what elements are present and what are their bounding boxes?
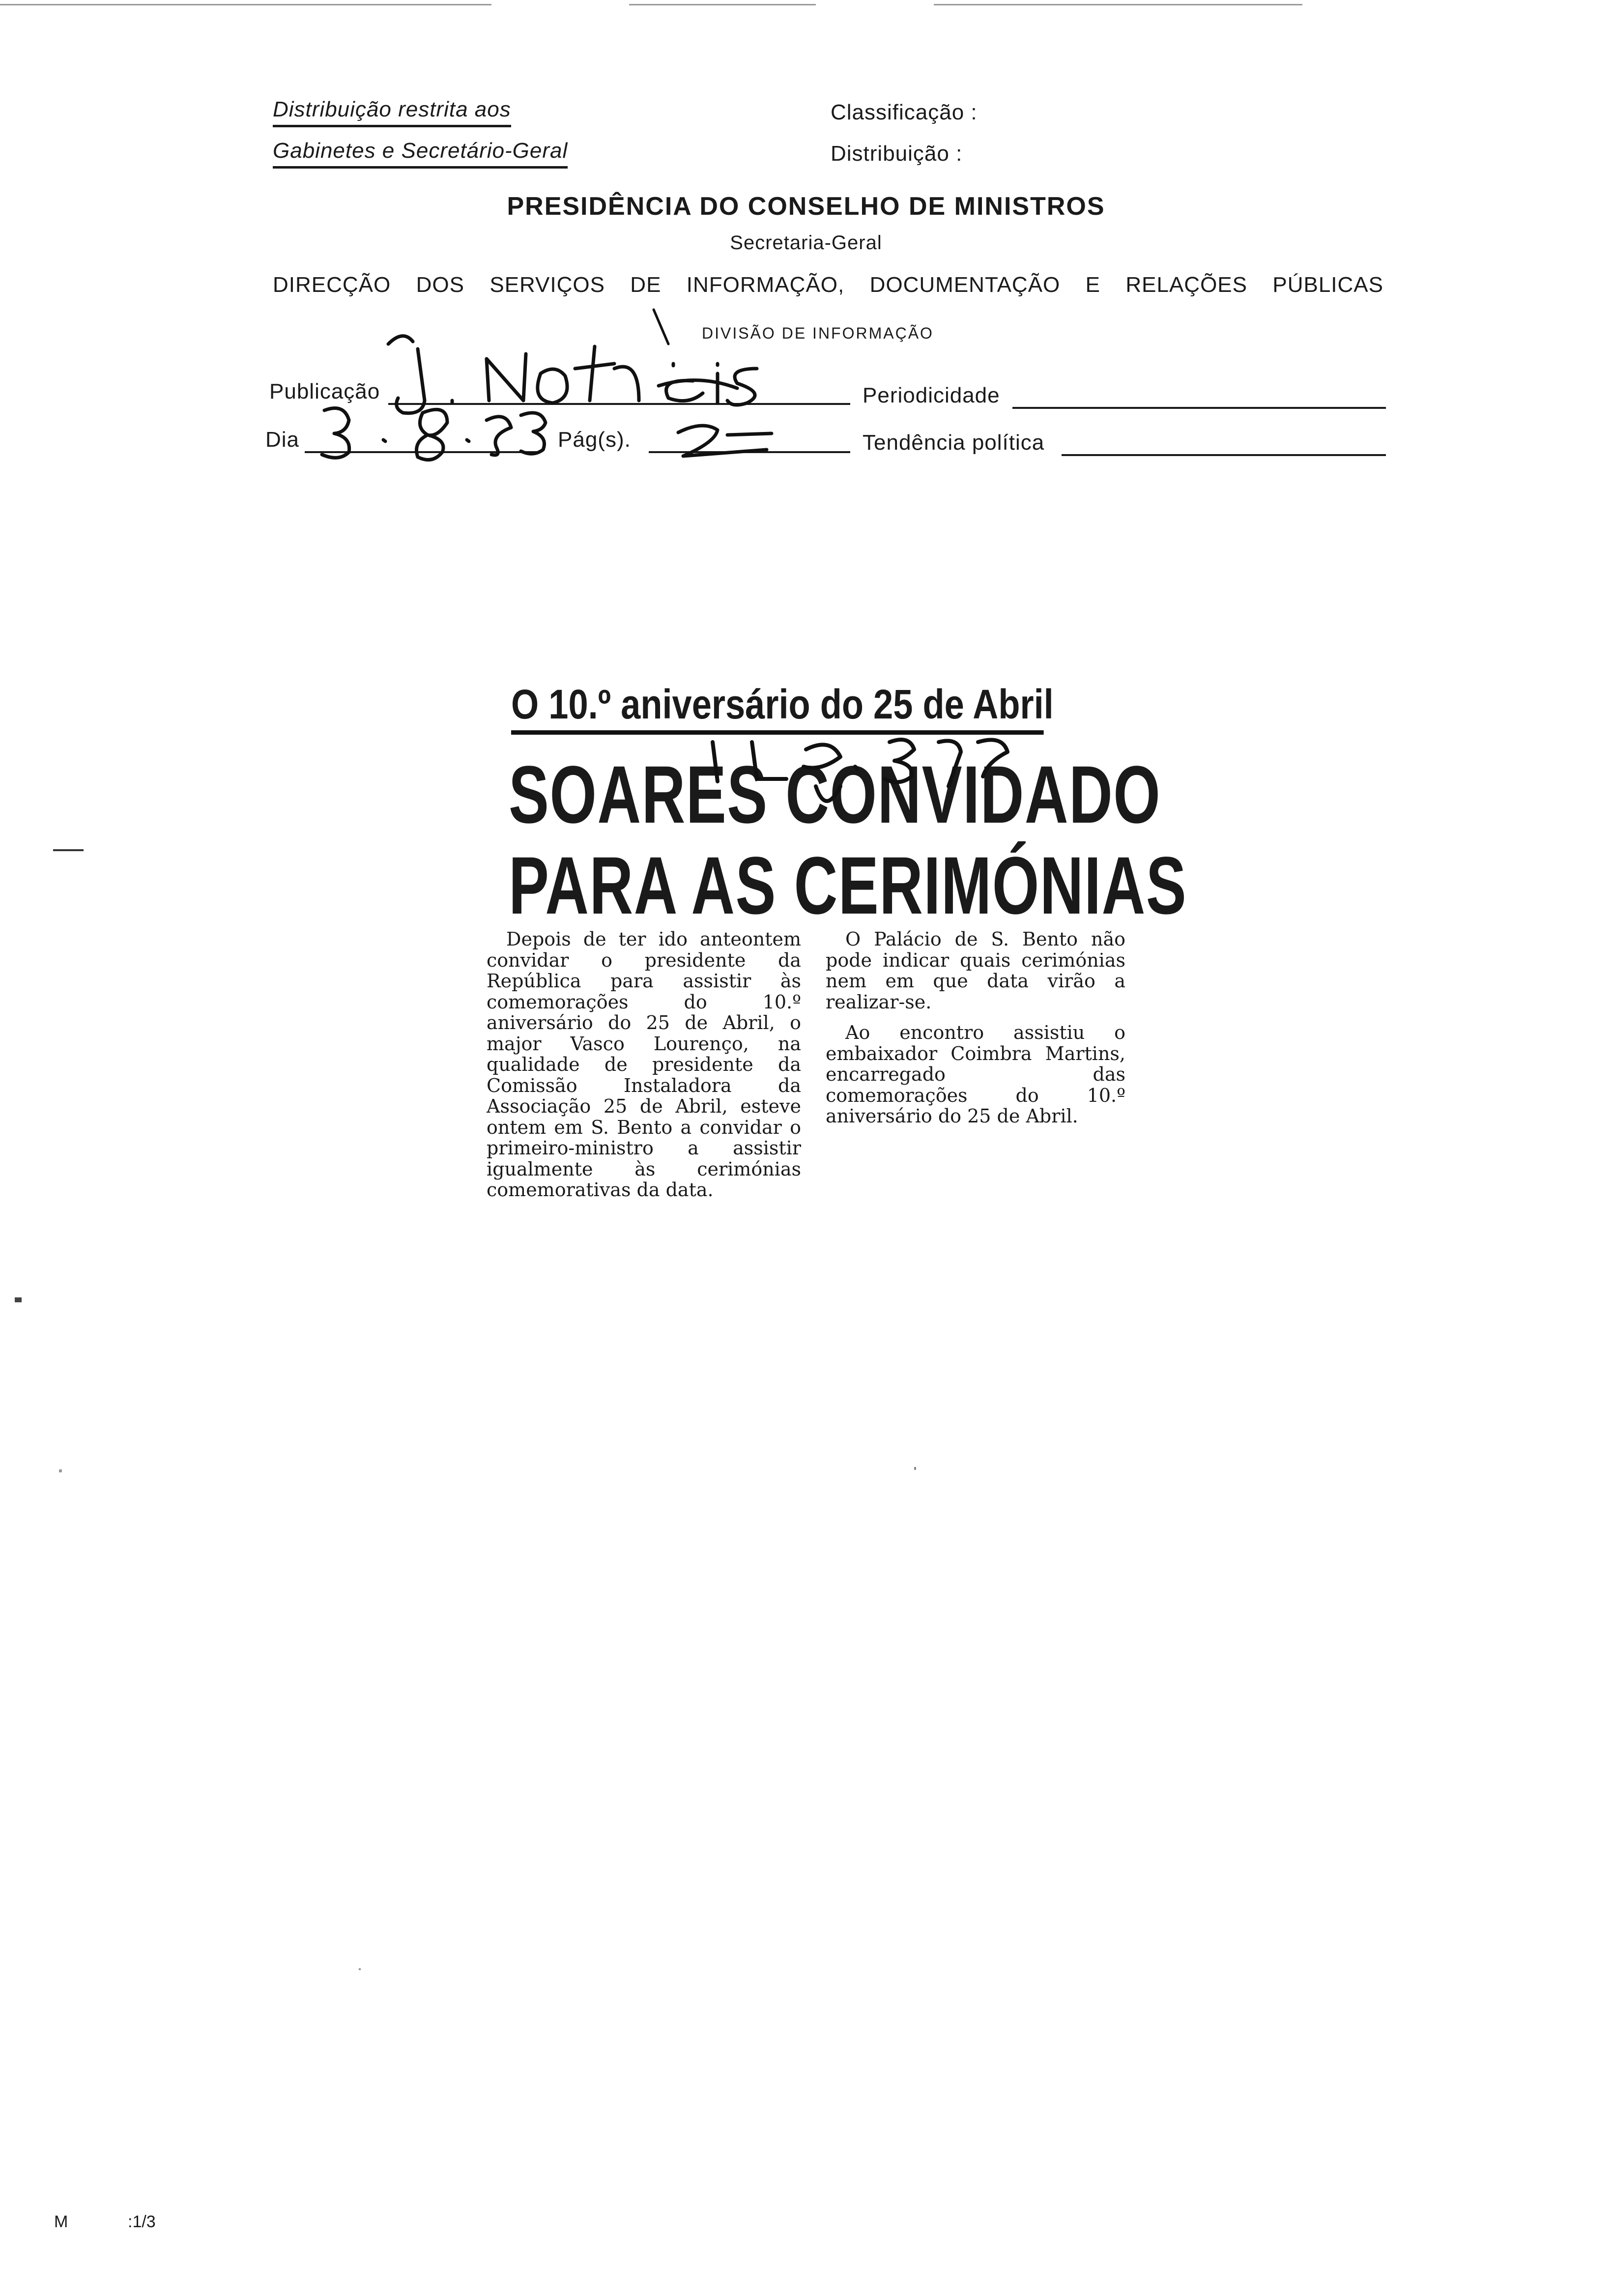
margin-punch-mark [53,849,84,851]
classification-label: Classificação : [831,100,978,124]
handwritten-date-annotation [693,713,1135,821]
clipping-headline-line2: PARA AS CERIMÓNIAS [509,840,1187,931]
footer-form-code: M [54,2212,68,2231]
footer-page-reference: :1/3 [128,2212,156,2231]
directorate-title: DIRECÇÃO DOS SERVIÇOS DE INFORMAÇÃO, DOCUMENTAÇÃO E RELAÇÕES PÚBLICAS [273,273,1383,297]
handwritten-tick-mark [649,305,678,354]
margin-speck [359,1968,361,1970]
clipping-paragraph: Depois de ter ido anteontem convidar o presidente da República para assistir às comemorações do 10.º aniversário do 25 de Abril, o major Vasco Lourenço, na qualidade de presidente da Comissão Instaladora da Associação 25 de Abril, esteve ontem em S. Bento a convidar o primeiro-ministro a assistir igualmente às cerimónias comemorativas da data. [487,928,801,1201]
clipping-paragraph: O Palácio de S. Bento não pode indicar quais cerimónias nem em que data virão a realizar-se. [826,928,1125,1013]
distribution-label: Distribuição : [831,142,963,166]
ministry-title: PRESIDÊNCIA DO CONSELHO DE MINISTROS [507,192,1105,221]
political-tendency-label: Tendência política [863,430,1045,455]
clipping-column-1 [487,929,801,1210]
handwritten-page-number-2 [659,418,781,462]
periodicity-label: Periodicidade [863,383,1000,407]
scan-artifact-rule [0,4,491,5]
clipping-kicker-headline: O 10.º aniversário do 25 de Abril [511,681,1044,735]
clipping-headline-line1: SOARES CONVIDADO [509,749,1161,840]
margin-speck [914,1467,916,1470]
margin-speck [59,1469,62,1472]
distribution-restricted-line: Distribuição restrita aos [273,97,511,127]
secretariat-title: Secretaria-Geral [730,232,882,254]
distribution-recipients-line: Gabinetes e Secretário-Geral [273,139,568,169]
political-tendency-field-line [1062,454,1386,456]
scan-artifact-rule [629,4,816,5]
scan-artifact-rule [934,4,1302,5]
clipping-paragraph: Ao encontro assistiu o embaixador Coimbra Martins, encarregado das comemorações do 10.º aniversário do 25 de Abril. [826,1022,1125,1127]
clipping-column-2 [826,929,1125,1137]
pages-label: Pág(s). [558,428,631,452]
margin-speck [15,1297,22,1302]
periodicity-field-line [1012,407,1386,409]
division-title: DIVISÃO DE INFORMAÇÃO [702,324,934,342]
day-label: Dia [265,428,300,452]
publication-label: Publicação [269,379,380,403]
handwritten-date-3-8-83 [305,393,560,467]
